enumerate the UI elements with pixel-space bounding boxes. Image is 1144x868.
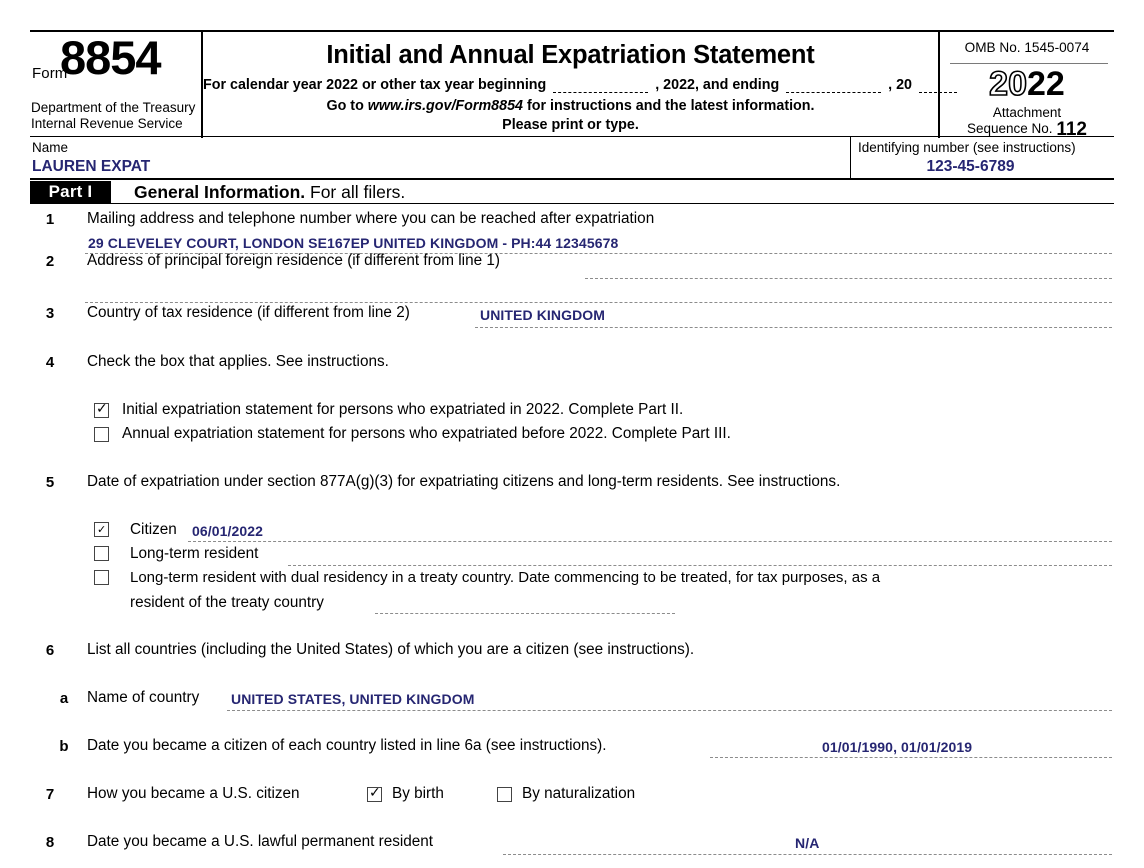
form-title-block bbox=[203, 32, 938, 138]
line-1-number: 1 bbox=[45, 211, 55, 228]
line-5-citizen-label: Citizen bbox=[130, 521, 177, 538]
department-line-1: Department of the Treasury bbox=[31, 100, 196, 115]
form-header bbox=[30, 30, 1114, 140]
goto-line bbox=[203, 98, 938, 114]
line-5-label: Date of expatriation under section 877A(g)(3) for expatriating citizens and long-term residents. See instructions. bbox=[87, 473, 841, 490]
name-cell bbox=[30, 137, 851, 179]
line-6-label: List all countries (including the United States) of which you are a citizen (see instructions). bbox=[87, 641, 695, 658]
line-8-rule[interactable] bbox=[503, 854, 1112, 855]
line-5-ltr-rule[interactable] bbox=[288, 565, 1112, 566]
line-1-value[interactable]: 29 CLEVELEY COURT, LONDON SE167EP UNITED KINGDOM - PH:44 12345678 bbox=[88, 235, 619, 251]
line-5-ltr-dual-checkbox[interactable] bbox=[94, 570, 109, 585]
omb-number: OMB No. 1545-0074 bbox=[964, 40, 1090, 55]
identifying-number-cell bbox=[851, 137, 1114, 179]
tax-year-suffix: , 20 bbox=[888, 77, 913, 93]
line-2-number: 2 bbox=[45, 253, 55, 270]
page-title: Initial and Annual Expatriation Statement bbox=[326, 41, 815, 69]
line-3-value[interactable]: UNITED KINGDOM bbox=[480, 307, 606, 323]
part-i-tag: Part I bbox=[30, 181, 111, 203]
line-7-by-naturalization-checkbox[interactable] bbox=[497, 787, 512, 802]
tax-year-line bbox=[203, 77, 938, 93]
line-7-label: How you became a U.S. citizen bbox=[87, 785, 300, 802]
line-6b-label: Date you became a citizen of each country listed in line 6a (see instructions). bbox=[87, 737, 607, 754]
line-6b-number: b bbox=[59, 738, 69, 755]
line-8-number: 8 bbox=[45, 834, 55, 851]
tax-year-century: 20 bbox=[989, 65, 1027, 103]
identifying-number-value[interactable]: 123-45-6789 bbox=[926, 158, 1015, 175]
line-5-citizen-rule[interactable] bbox=[188, 541, 1112, 542]
identifying-number-label: Identifying number (see instructions) bbox=[858, 140, 1076, 155]
line-3-number: 3 bbox=[45, 305, 55, 322]
part-i-title bbox=[134, 182, 405, 203]
tax-year-prefix: For calendar year 2022 or other tax year beginning bbox=[203, 77, 547, 93]
line-4-initial-checkbox[interactable] bbox=[94, 403, 109, 418]
line-4-initial-label: Initial expatriation statement for persons who expatriated in 2022. Complete Part II. bbox=[122, 401, 684, 418]
name-and-id-row bbox=[30, 136, 1114, 180]
omb-block bbox=[938, 32, 1114, 138]
line-7-by-birth-label: By birth bbox=[392, 785, 444, 802]
tax-year-yy: 22 bbox=[1027, 65, 1065, 103]
line-6a-label: Name of country bbox=[87, 689, 200, 706]
part-i-title-rest: For all filers. bbox=[305, 182, 406, 202]
sequence-number: 112 bbox=[1056, 118, 1087, 140]
line-6a-number: a bbox=[59, 690, 69, 707]
line-5-ltr-checkbox[interactable] bbox=[94, 546, 109, 561]
line-5-ltr-dual-rule[interactable] bbox=[375, 613, 675, 614]
name-value[interactable]: LAUREN EXPAT bbox=[32, 158, 151, 175]
line-5-ltr-dual-label-line1: Long-term resident with dual residency in a treaty country. Date commencing to be treated, for tax purposes, as a bbox=[130, 569, 881, 586]
line-7-by-naturalization-label: By naturalization bbox=[522, 785, 636, 802]
goto-suffix: for instructions and the latest information. bbox=[522, 98, 815, 114]
line-8-label: Date you became a U.S. lawful permanent resident bbox=[87, 833, 434, 850]
tax-year-middle: , 2022, and ending bbox=[655, 77, 780, 93]
line-1-label: Mailing address and telephone number where you can be reached after expatriation bbox=[87, 210, 655, 227]
part-i-divider bbox=[30, 203, 1114, 204]
omb-divider bbox=[950, 63, 1108, 64]
goto-prefix: Go to bbox=[326, 98, 368, 114]
line-5-ltr-label: Long-term resident bbox=[130, 545, 259, 562]
line-5-citizen-checkbox[interactable] bbox=[94, 522, 109, 537]
attachment-sequence-block bbox=[940, 105, 1114, 140]
sequence-label: Sequence No. bbox=[967, 120, 1053, 136]
line-4-annual-checkbox[interactable] bbox=[94, 427, 109, 442]
line-4-annual-label: Annual expatriation statement for persons who expatriated before 2022. Complete Part III. bbox=[122, 425, 731, 442]
line-4-number: 4 bbox=[45, 354, 55, 371]
line-5-number: 5 bbox=[45, 474, 55, 491]
line-3-rule[interactable] bbox=[475, 327, 1112, 328]
form-word-label: Form bbox=[32, 65, 68, 82]
part-i-header bbox=[30, 181, 1114, 205]
department-line-2: Internal Revenue Service bbox=[31, 115, 183, 131]
attachment-label: Attachment bbox=[992, 105, 1062, 120]
line-2-rule-a[interactable] bbox=[585, 278, 1112, 279]
line-4-label: Check the box that applies. See instructions. bbox=[87, 353, 389, 370]
line-2-label: Address of principal foreign residence (if different from line 1) bbox=[87, 252, 500, 269]
name-label: Name bbox=[32, 140, 69, 155]
line-8-value[interactable]: N/A bbox=[795, 835, 820, 851]
form-identity-block bbox=[30, 32, 203, 138]
line-5-ltr-dual-label-line2: resident of the treaty country bbox=[130, 594, 324, 611]
line-3-label: Country of tax residence (if different from line 2) bbox=[87, 304, 410, 321]
line-6a-rule[interactable] bbox=[227, 710, 1112, 711]
line-6b-rule[interactable] bbox=[710, 757, 1112, 758]
form-number: 8854 bbox=[60, 31, 161, 84]
print-note: Please print or type. bbox=[502, 117, 639, 133]
tax-year-badge bbox=[940, 65, 1114, 103]
line-6a-value[interactable]: UNITED STATES, UNITED KINGDOM bbox=[231, 691, 475, 707]
tax-year-begin-input[interactable] bbox=[553, 79, 648, 93]
tax-year-end-input[interactable] bbox=[786, 79, 881, 93]
department-block bbox=[31, 100, 195, 131]
line-5-citizen-date[interactable]: 06/01/2022 bbox=[192, 523, 264, 539]
line-7-number: 7 bbox=[45, 786, 55, 803]
line-6b-value[interactable]: 01/01/1990, 01/01/2019 bbox=[822, 739, 973, 755]
line-6-number: 6 bbox=[45, 642, 55, 659]
irs-url-link[interactable]: www.irs.gov/Form8854 bbox=[367, 98, 523, 114]
part-i-title-bold: General Information. bbox=[134, 182, 306, 202]
line-7-by-birth-checkbox[interactable] bbox=[367, 787, 382, 802]
line-2-rule-b[interactable] bbox=[85, 302, 1112, 303]
